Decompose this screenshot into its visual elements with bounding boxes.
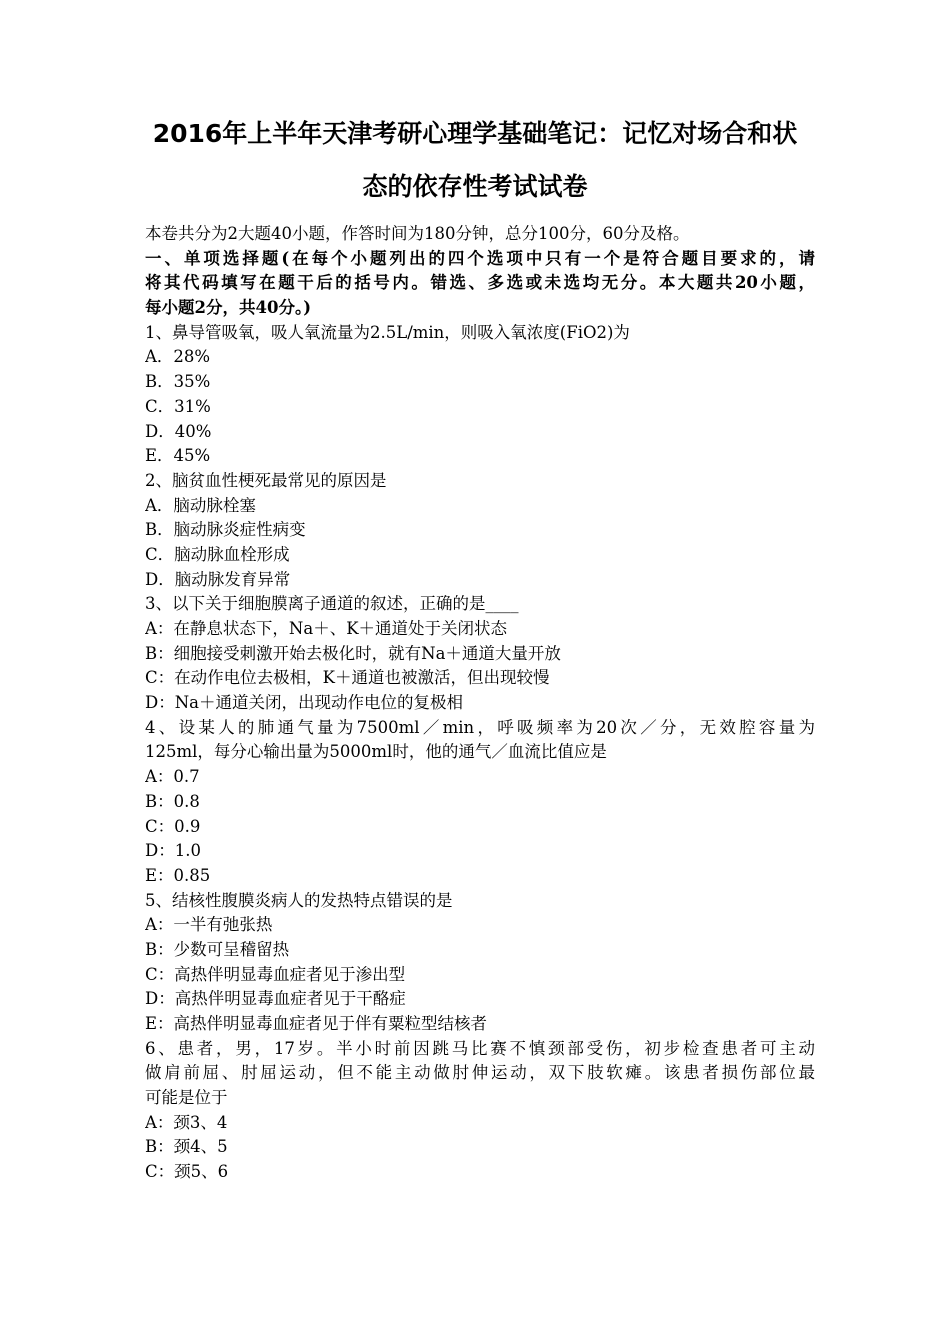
question-4-option-b: B：0.8: [145, 791, 200, 811]
question-3-option-d: D：Na＋通道关闭，出现动作电位的复极相: [145, 693, 464, 713]
question-2-option-a: A．脑动脉栓塞: [145, 495, 256, 515]
question-4-option-e: E：0.85: [145, 865, 211, 885]
question-5-stem: 5、结核性腹膜炎病人的发热特点错误的是: [145, 890, 453, 910]
document-title-line-2: 态的依存性考试试卷: [362, 172, 588, 201]
question-6-stem-line-2: 做肩前屈、肘屈运动，但不能主动做肘伸运动，双下肢软瘫。该患者损伤部位最: [145, 1063, 815, 1083]
question-4-option-d: D：1.0: [145, 841, 201, 861]
question-2-stem: 2、脑贫血性梗死最常见的原因是: [145, 470, 387, 490]
question-2-option-d: D．脑动脉发育异常: [145, 569, 291, 589]
question-3-option-b: B：细胞接受刺激开始去极化时，就有Na＋通道大量开放: [145, 643, 561, 663]
question-6-stem-line-1: 6、患者，男，17岁。半小时前因跳马比赛不慎颈部受伤，初步检查患者可主动: [145, 1038, 815, 1058]
question-1-option-c: C．31%: [145, 396, 211, 416]
question-6-option-b: B：颈4、5: [145, 1137, 228, 1157]
question-4-option-a: A：0.7: [145, 767, 200, 787]
question-4-option-c: C：0.9: [145, 816, 201, 836]
question-1-stem: 1、鼻导管吸氧，吸人氧流量为2.5L/min，则吸入氧浓度(FiO2)为: [145, 322, 630, 342]
document-title-line-1: 2016年上半年天津考研心理学基础笔记：记忆对场合和状: [152, 119, 798, 148]
question-5-option-c: C：高热伴明显毒血症者见于渗出型: [145, 964, 406, 984]
question-6-option-c: C：颈5、6: [145, 1162, 229, 1182]
question-1-option-e: E．45%: [145, 446, 211, 466]
question-6-stem-line-3: 可能是位于: [145, 1088, 228, 1108]
section-heading-line-3: 每小题2分，共40分。): [145, 298, 311, 318]
question-3-option-a: A：在静息状态下，Na＋、K＋通道处于关闭状态: [145, 619, 508, 638]
question-1-option-d: D．40%: [145, 421, 212, 441]
question-6-option-a: A：颈3、4: [145, 1112, 228, 1132]
question-1-option-a: A．28%: [145, 347, 211, 367]
question-4-stem-line-1: 4、设某人的肺通气量为7500ml／min，呼吸频率为20次／分，无效腔容量为: [145, 717, 815, 737]
question-5-option-d: D：高热伴明显毒血症者见于干酪症: [145, 989, 406, 1009]
question-1-option-b: B．35%: [145, 372, 211, 392]
question-5-option-a: A：一半有弛张热: [145, 915, 273, 935]
section-heading-line-2: 将其代码填写在题干后的括号内。错选、多选或未选均无分。本大题共20小题，: [145, 273, 815, 293]
question-4-stem-line-2: 125ml，每分心输出量为5000ml时，他的通气／血流比值应是: [145, 742, 607, 762]
exam-intro: 本卷共分为2大题40小题，作答时间为180分钟，总分100分，60分及格。: [145, 224, 690, 243]
section-heading-line-1: 一、单项选择题(在每个小题列出的四个选项中只有一个是符合题目要求的，请: [145, 248, 815, 268]
question-5-option-e: E：高热伴明显毒血症者见于伴有粟粒型结核者: [145, 1014, 488, 1033]
question-2-option-c: C．脑动脉血栓形成: [145, 544, 290, 564]
question-3-option-c: C：在动作电位去极相，K＋通道也被激活，但出现较慢: [145, 668, 550, 688]
question-3-stem: 3、以下关于细胞膜离子通道的叙述，正确的是____: [145, 594, 519, 614]
question-5-option-b: B：少数可呈稽留热: [145, 939, 290, 959]
question-2-option-b: B．脑动脉炎症性病变: [145, 520, 306, 540]
document-body: [145, 222, 815, 1185]
